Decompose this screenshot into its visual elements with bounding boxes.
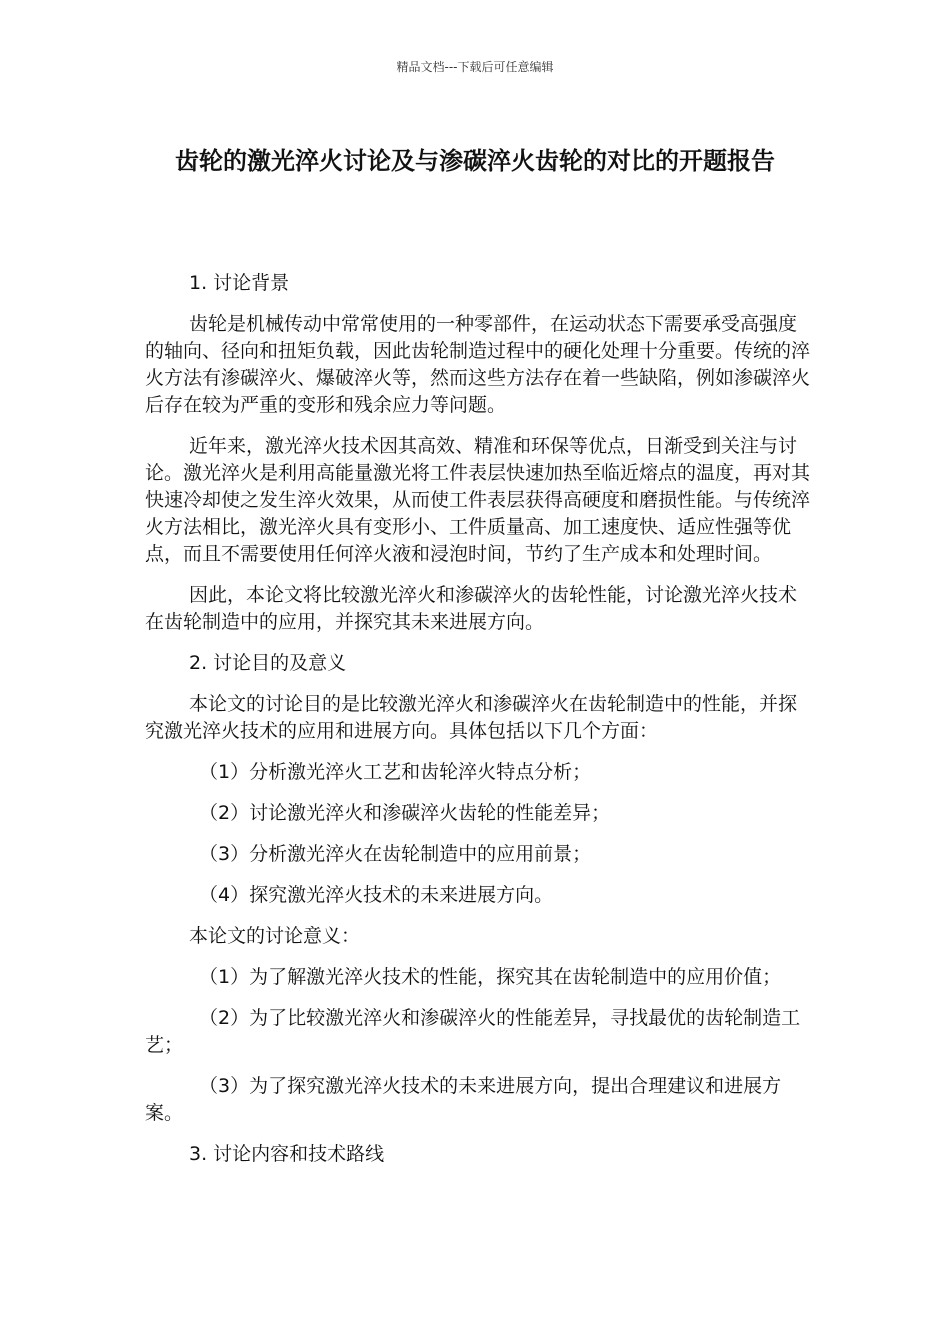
paragraph: 本论文的讨论意义： bbox=[189, 925, 361, 947]
section-heading-purpose: 2. 讨论目的及意义 bbox=[189, 652, 347, 674]
paragraph: 齿轮是机械传动中常常使用的一种零部件，在运动状态下需要承受高强度的轴向、径向和扭矩负载，因此齿轮制造过程中的硬化处理十分重要。传统的淬火方法有渗碳淬火、爆破淬火等，然而这些方法存在着一些缺陷，例如渗碳淬火后存在较为严重的变形和残余应力等问题。 bbox=[145, 313, 811, 416]
list-item: （4）探究激光淬火技术的未来进展方向。 bbox=[199, 884, 554, 906]
page-header-note: 精品文档---下载后可任意编辑 bbox=[396, 60, 554, 74]
document-body bbox=[145, 270, 810, 1182]
section-heading-content: 3. 讨论内容和技术路线 bbox=[189, 1143, 385, 1165]
list-item: （2）讨论激光淬火和渗碳淬火齿轮的性能差异； bbox=[199, 802, 611, 824]
list-item: （2）为了比较激光淬火和渗碳淬火的性能差异，寻找最优的齿轮制造工艺； bbox=[145, 1007, 801, 1056]
document-title: 齿轮的激光淬火讨论及与渗碳淬火齿轮的对比的开题报告 bbox=[175, 147, 775, 175]
list-item: （3）分析激光淬火在齿轮制造中的应用前景； bbox=[199, 843, 592, 865]
list-item: （1）为了解激光淬火技术的性能，探究其在齿轮制造中的应用价值； bbox=[199, 966, 782, 988]
paragraph: 因此，本论文将比较激光淬火和渗碳淬火的齿轮性能，讨论激光淬火技术在齿轮制造中的应用，并探究其未来进展方向。 bbox=[145, 584, 798, 633]
list-item: （3）为了探究激光淬火技术的未来进展方向，提出合理建议和进展方案。 bbox=[145, 1075, 782, 1124]
paragraph: 本论文的讨论目的是比较激光淬火和渗碳淬火在齿轮制造中的性能，并探究激光淬火技术的应用和进展方向。具体包括以下几个方面： bbox=[145, 693, 798, 742]
section-heading-background: 1. 讨论背景 bbox=[189, 272, 290, 294]
list-item: （1）分析激光淬火工艺和齿轮淬火特点分析； bbox=[199, 761, 592, 783]
paragraph: 近年来，激光淬火技术因其高效、精准和环保等优点，日渐受到关注与讨论。激光淬火是利用高能量激光将工件表层快速加热至临近熔点的温度，再对其快速冷却使之发生淬火效果，从而使工件表层获得高硬度和磨损性能。与传统淬火方法相比，激光淬火具有变形小、工件质量高、加工速度快、适应性强等优点，而且不需要使用任何淬火液和浸泡时间，节约了生产成本和处理时间。 bbox=[145, 435, 811, 565]
